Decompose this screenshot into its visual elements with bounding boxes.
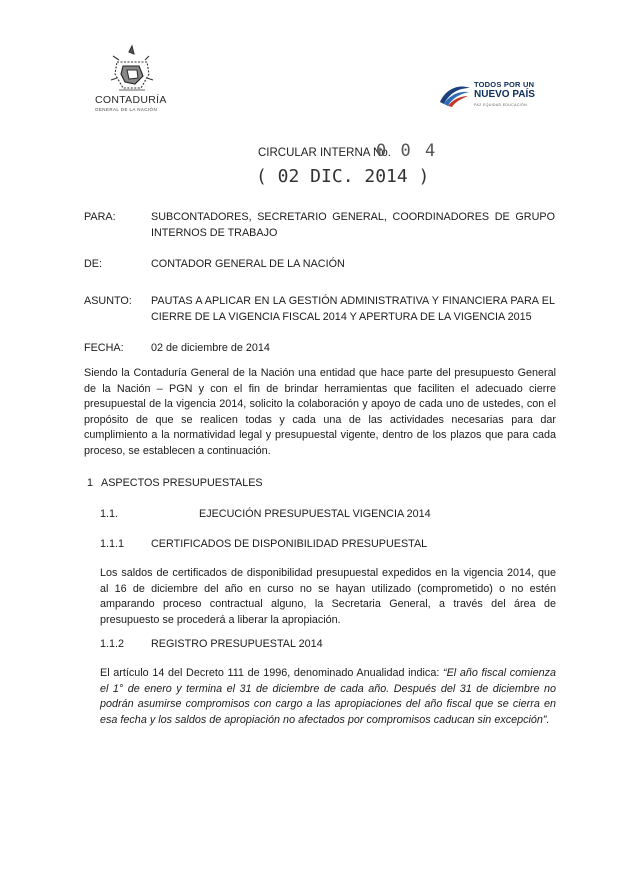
fecha-label: FECHA: [84, 342, 124, 354]
de-label: DE: [84, 258, 102, 270]
contaduria-emblem-icon [109, 44, 155, 94]
article-quote-text: “El año fiscal comienza el 1° de enero y termina el 31 de diciembre de cada año. Después del 31 de diciembre no podrán asumirse compromisos con cargo a las apropiaciones del año fiscal que se cierra en esa fecha y los saldos de apropiación no afectados por compromisos caducan sin excepción”. [100, 667, 556, 726]
asunto-label: ASUNTO: [84, 295, 132, 307]
logo-line-1: TODOS POR UN [474, 80, 535, 89]
section-1-1-2-number: 1.1.2 [100, 638, 125, 650]
logo-name: CONTADURÍA [95, 94, 167, 106]
section-1-1-1-number: 1.1.1 [100, 538, 125, 550]
circular-number: 0 0 4 [376, 141, 438, 161]
circular-title: CIRCULAR INTERNA No. [258, 147, 391, 159]
fecha-value: 02 de diciembre de 2014 [151, 342, 270, 354]
para-value: SUBCONTADORES, SECRETARIO GENERAL, COORDINADORES DE GRUPO INTERNOS DE TRABAJO [151, 211, 555, 239]
section-1-1-1-paragraph: Los saldos de certificados de disponibilidad presupuestal expedidos en la vigencia 2014, que al 16 de diciembre del año en curso no se hayan utilizado (comprometido) o no estén amparando proceso contractual alguno, la Secretaria General, a través del área de presupuesto se procederá a liberar la apropiación. [100, 567, 556, 626]
todos-por-un-nuevo-pais-logo [438, 78, 548, 114]
intro-paragraph: Siendo la Contaduría General de la Nación una entidad que hace parte del presupuesto General de la Nación – PGN y con el fin de brindar herramientas que faciliten el adecuado cierre presupuestal de la vigencia 2014, solicito la colaboración y apoyo de cada uno de ustedes, con el propósito de que se realicen todas y cada una de las actividades necesarias para dar cumplimiento a la normatividad legal y presupuestal vigente, dentro de los plazos que para cada proceso, se establecen a continuación. [84, 367, 556, 457]
contaduria-logo [95, 44, 171, 112]
section-1-1-2-title: REGISTRO PRESUPUESTAL 2014 [151, 638, 323, 650]
article-intro-text: El artículo 14 del Decreto 111 de 1996, denominado Anualidad indica: [100, 667, 443, 679]
logo-subtitle: GENERAL DE LA NACIÓN [95, 107, 158, 112]
section-1-1-title: EJECUCIÓN PRESUPUESTAL VIGENCIA 2014 [199, 508, 431, 520]
date-stamp: ( 02 DIC. 2014 ) [256, 166, 430, 187]
para-label: PARA: [84, 211, 116, 223]
section-1-1-2-paragraph [100, 666, 556, 728]
logo-line-2: NUEVO PAÍS [474, 89, 535, 100]
section-1-1-1-title: CERTIFICADOS DE DISPONIBILIDAD PRESUPUESTAL [151, 538, 428, 550]
section-1-title: ASPECTOS PRESUPUESTALES [101, 477, 263, 489]
logo-line-3: PAZ EQUIDAD EDUCACIÓN [474, 103, 527, 107]
asunto-value: PAUTAS A APLICAR EN LA GESTIÓN ADMINISTRATIVA Y FINANCIERA PARA EL CIERRE DE LA VIGENCIA FISCAL 2014 Y APERTURA DE LA VIGENCIA 2015 [151, 295, 555, 323]
section-1-number: 1 [87, 477, 94, 489]
section-1-1-number: 1.1. [100, 508, 119, 520]
de-value: CONTADOR GENERAL DE LA NACIÓN [151, 258, 345, 270]
flag-swoosh-icon [438, 82, 472, 108]
